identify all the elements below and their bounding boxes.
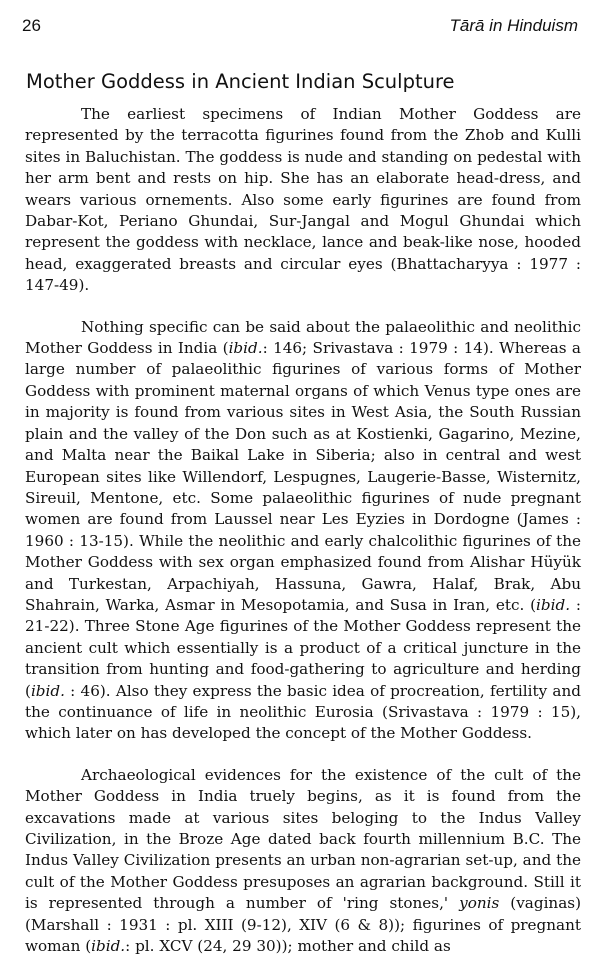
term-yonis: yonis bbox=[459, 894, 500, 913]
paragraph-2-text: : 146; Srivastava : 1979 : 14). Whereas a large number of palaeolithic figurines of various forms of Mother Goddess with prominent maternal organs of which Venus type ones are in majority is found from various sites in West Asia, the South Russian plain and the valley of the Don such as at Kostienki, Gagarino, Mezine, and Malta near the Baikal Lake in Siberia; also in central and west European sites like Willendorf, Lespugnes, Laugerie-Basse, Wisternitz, Sireuil, Mentone, etc. Some palaeolithic figurines of nude pregnant women are found from Laussel near Les Eyzies in Dordogne (James : 1960 : 13-15). While the neolithic and early chalcolithic figurines of the Mother Goddess with sex organ emphasized found from Alishar Hüyük and Turkestan, Arpachiyah, Hassuna, Gawra, Halaf, Brak, Abu Shahrain, Warka, Asmar in Mesopotamia, and Susa in Iran, etc. ( bbox=[25, 339, 581, 614]
citation-ibid: ibid. bbox=[91, 937, 126, 956]
page-header bbox=[22, 16, 578, 40]
paragraph-2-text: : 21-22). Three Stone Age figurines of the Mother Goddess represent the ancient cult which essentially is a product of a critical juncture in the transition from hunting and food-gathering to agriculture and herding ( bbox=[25, 595, 581, 700]
section-title: Mother Goddess in Ancient Indian Sculpture bbox=[26, 70, 455, 93]
running-title: Tārā in Hinduism bbox=[449, 16, 578, 35]
citation-ibid: ibid. bbox=[228, 339, 263, 358]
page-number: 26 bbox=[22, 16, 41, 35]
paragraph-3-text: (vaginas) (Marshall : 1931 : pl. XIII (9-12), XIV (6 & 8)); figurines of pregnant woman ( bbox=[25, 894, 581, 956]
body-text bbox=[25, 104, 581, 957]
paragraph-3-text: Archaeological evidences for the existence of the cult of the Mother Goddess in India truely begins, as it is found from the excavations made at various sites beloging to the Indus Valley Civilization, in the Broze Age dated back fourth millennium B.C. The Indus Valley Civilization presents an urban non-agrarian set-up, and the cult of the Mother Goddess presuposes an agrarian background. Still it is represented through a number of 'ring stones,' bbox=[25, 765, 581, 913]
paragraph-1 bbox=[25, 104, 581, 297]
paragraph-3-text: : pl. XCV (24, 29 30)); mother and child as bbox=[125, 937, 451, 956]
paragraph-2-text: Nothing specific can be said about the palaeolithic and neolithic Mother Goddess in India ( bbox=[25, 317, 581, 358]
citation-ibid: ibid. bbox=[536, 595, 571, 614]
paragraph-2-text: : 46). Also they express the basic idea of procreation, fertility and the continuance of life in neolithic Eurosia (Srivastava : 1979 : 15), which later on has developed the concept of the Mother Goddess. bbox=[25, 681, 581, 743]
citation-ibid: ibid. bbox=[30, 681, 65, 700]
paragraph-1-text: The earliest specimens of Indian Mother Goddess are represented by the terracotta figurines found from the Zhob and Kulli sites in Baluchistan. The goddess is nude and standing on pedestal with her arm bent and rests on hip. She has an elaborate head-dress, and wears various ornements. Also some early figurines are found from Dabar-Kot, Periano Ghundai, Sur-Jangal and Mogul Ghundai which represent the goddess with necklace, lance and beak-like nose, hooded head, exaggerated breasts and circular eyes (Bhattacharyya : 1977 : 147-49). bbox=[25, 105, 581, 295]
paragraph-2 bbox=[25, 317, 581, 745]
paragraph-3 bbox=[25, 765, 581, 957]
